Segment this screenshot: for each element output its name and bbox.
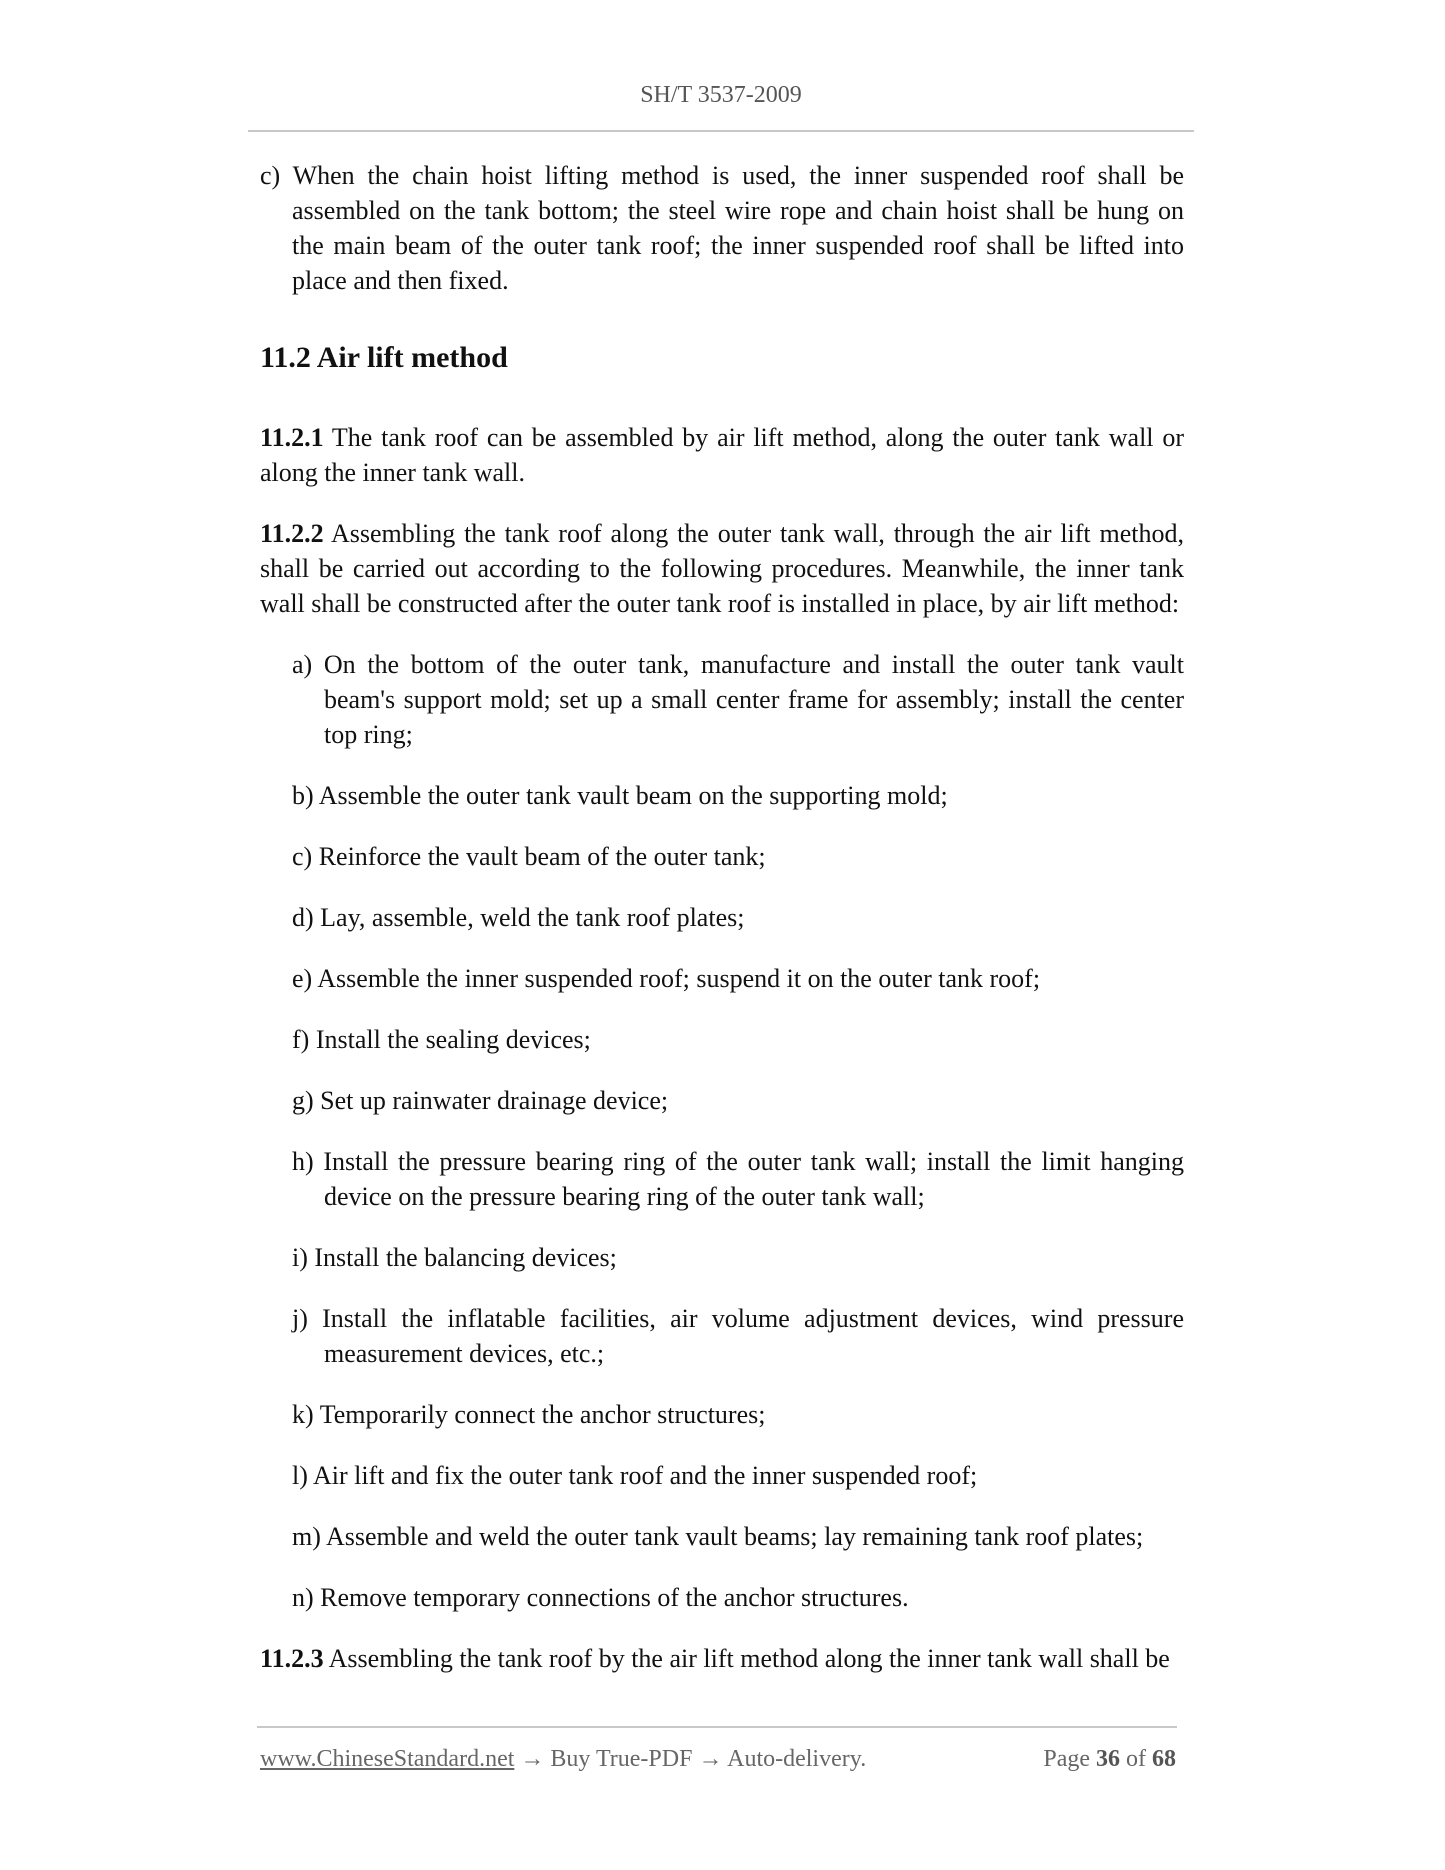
list-item: c) Reinforce the vault beam of the outer tank; [292,842,766,871]
list-item: f) Install the sealing devices; [292,1025,591,1054]
list-item: k) Temporarily connect the anchor structures; [292,1400,766,1429]
page-label: Page [1043,1746,1090,1772]
list-item: m) Assemble and weld the outer tank vault beams; lay remaining tank roof plates; [292,1522,1144,1551]
list-item: a) On the bottom of the outer tank, manufacture and install the outer tank vault beam's support mold; set up a small center frame for assembly; install the center top ring; [292,650,1184,749]
clause-text: The tank roof can be assembled by air lift method, along the outer tank wall or along the inner tank wall. [260,423,1184,487]
footer-promo [260,1746,866,1773]
procedure-list [260,647,1184,1615]
clause-text: Assembling the tank roof by the air lift method along the inner tank wall shall be [323,1644,1170,1673]
site-link[interactable]: www.ChineseStandard.net [260,1746,515,1772]
list-item: i) Install the balancing devices; [292,1243,617,1272]
promo-text: → Buy True-PDF → Auto-delivery. [514,1746,867,1772]
paragraph-11-2-2 [260,516,1184,621]
footer-divider [257,1726,1177,1728]
of-label: of [1126,1746,1146,1772]
clause-number: 11.2.2 [260,519,324,548]
list-item: b) Assemble the outer tank vault beam on the supporting mold; [292,781,948,810]
page-content [260,158,1184,1676]
list-item-c-continued: c) When the chain hoist lifting method is used, the inner suspended roof shall be assembled on the tank bottom; the steel wire rope and chain hoist shall be hung on the main beam of the outer tank roof; the inner suspended roof shall be lifted into place and then fixed. [260,161,1184,295]
paragraph-11-2-3 [260,1641,1184,1676]
total-pages: 68 [1152,1746,1176,1772]
list-item: n) Remove temporary connections of the anchor structures. [292,1583,909,1612]
section-title: 11.2 Air lift method [260,341,508,374]
clause-number: 11.2.3 [260,1644,324,1673]
list-item: d) Lay, assemble, weld the tank roof plates; [292,903,745,932]
clause-text: Assembling the tank roof along the outer tank wall, through the air lift method, shall be carried out according to the following procedures. Meanwhile, the inner tank wall shall be constructed after the outer tank roof is installed in place, by air lift method: [260,519,1184,618]
list-item: g) Set up rainwater drainage device; [292,1086,669,1115]
paragraph-11-2-1 [260,420,1184,490]
list-item: e) Assemble the inner suspended roof; suspend it on the outer tank roof; [292,964,1041,993]
list-item: l) Air lift and fix the outer tank roof and the inner suspended roof; [292,1461,978,1490]
document-header-code: SH/T 3537-2009 [640,82,802,108]
current-page: 36 [1096,1746,1120,1772]
header-divider [248,130,1194,132]
list-item: j) Install the inflatable facilities, air volume adjustment devices, wind pressure measurement devices, etc.; [292,1304,1184,1368]
clause-number: 11.2.1 [260,423,324,452]
list-item: h) Install the pressure bearing ring of the outer tank wall; install the limit hanging device on the pressure bearing ring of the outer tank wall; [292,1147,1184,1211]
page-number [1043,1746,1176,1773]
